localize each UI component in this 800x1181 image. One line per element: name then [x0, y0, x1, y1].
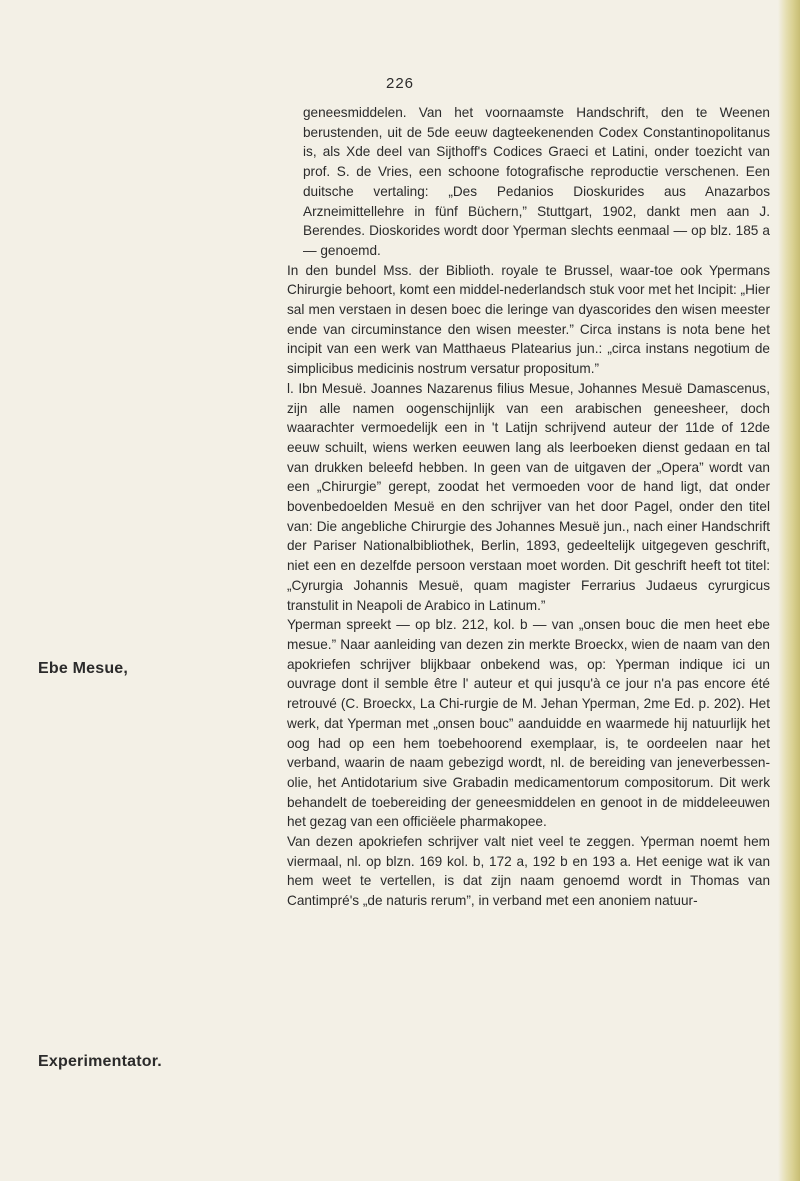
paragraph-yperman-bouc: Yperman spreekt — op blz. 212, kol. b — van „onsen bouc die men heet ebe mesue.” Naar aanleiding van dezen zin merkte Broeckx, wien de naam van den apokriefen schrijver blijkbaar onbekend was, op: Yperman indique ici un ouvrage dont il semble être l' auteur et qui jusqu'à ce jour n'a pas encore été retrouvé (C. Broeckx, La Chi-rurgie de M. Jehan Yperman, 2me Ed. p. 202). Het werk, dat Yperman met „onsen bouc” aanduidde en waarmede hij natuurlijk het oog had op een hem toebehoorend exemplaar, is, te oordeelen naar het verband, waarin de naam gebezigd wordt, nl. de bereiding van jeneverbessen-olie, het Antidotarium sive Grabadin medicamentorum compositorum. Dit werk behandelt de toebereiding der geneesmiddelen en genoot in de middeleeuwen het gezag van een officiëele pharmakopee.: [287, 617, 770, 830]
paragraph-dioskorides: geneesmiddelen. Van het voornaamste Handschrift, den te Weenen berustenden, uit de 5de eeuw dagteekenenden Codex Constantinopolitanus is, als Xde deel van Sijthoff's Codices Graeci et Latini, onder toezicht van prof. S. de Vries, een schoone fotografische reproductie verschenen. Een duitsche vertaling: „Des Pedanios Dioskurides aus Anazarbos Arzneimittellehre in fünf Büchern,” Stuttgart, 1902, dankt men aan J. Berendes. Dioskorides wordt door Yperman slechts eenmaal — op blz. 185 a — genoemd.: [303, 105, 770, 258]
margin-note-experimentator: Experimentator.: [38, 1053, 162, 1070]
paragraph-ibn-mesue: l. Ibn Mesuë. Joannes Nazarenus filius Mesue, Johannes Mesuë Damascenus, zijn alle namen oogenschijnlijk van een arabischen geneesheer, doch waarachter vermoedelijk een in 't Latijn schrijvend auteur der 11de of 12de eeuw schuilt, wiens werken eeuwen lang als leerboeken dienst gedaan en tal van drukken beleefd hebben. In geen van de uitgaven der „Opera” wordt van een „Chirurgie” gerept, zoodat het vermoeden voor de hand ligt, dat onder bovenbedoelden Mesuë en den schrijver van het door Pagel, onder den titel van: Die angebliche Chirurgie des Johannes Mesuë jun., nach einer Handschrift der Pariser Nationalbibliothek, Berlin, 1893, gedeeltelijk uitgegeven geschrift, niet een en dezelfde persoon verstaan moet worden. Dit geschrift heeft tot titel: „Cyrurgia Johannis Mesuë, quam magister Ferrarius Judaeus cyrurgicus transtulit in Neapoli de Arabico in Latinum.”: [287, 380, 770, 613]
paragraph-brussel-mss: In den bundel Mss. der Biblioth. royale te Brussel, waar-toe ook Ypermans Chirurgie behoort, komt een middel-nederlandsch stuk voor met het Incipit: „Hier sal men verstaen in desen boec die leringe van dyascorides den wisen meester ende van circuminstance den wisen meester.” Circa instans is nota bene het incipit van een werk van Matthaeus Platearius jun.: „circa instans negotium de simplicibus medicinis nostrum versatur propositum.”: [287, 262, 770, 377]
margin-note-ebe-mesue: Ebe Mesue,: [38, 660, 129, 677]
page-edge-shadow: [778, 0, 800, 1181]
page-number: 226: [385, 75, 415, 92]
text-column: [287, 103, 770, 911]
paragraph-experimentator: Van dezen apokriefen schrijver valt niet veel te zeggen. Yperman noemt hem viermaal, nl. op blzn. 169 kol. b, 172 a, 192 b en 193 a. Het eenige wat ik van hem weet te vertellen, is dat zijn naam genoemd wordt in Thomas van Cantimpré's „de naturis rerum”, in verband met een anoniem natuur-: [287, 834, 770, 909]
